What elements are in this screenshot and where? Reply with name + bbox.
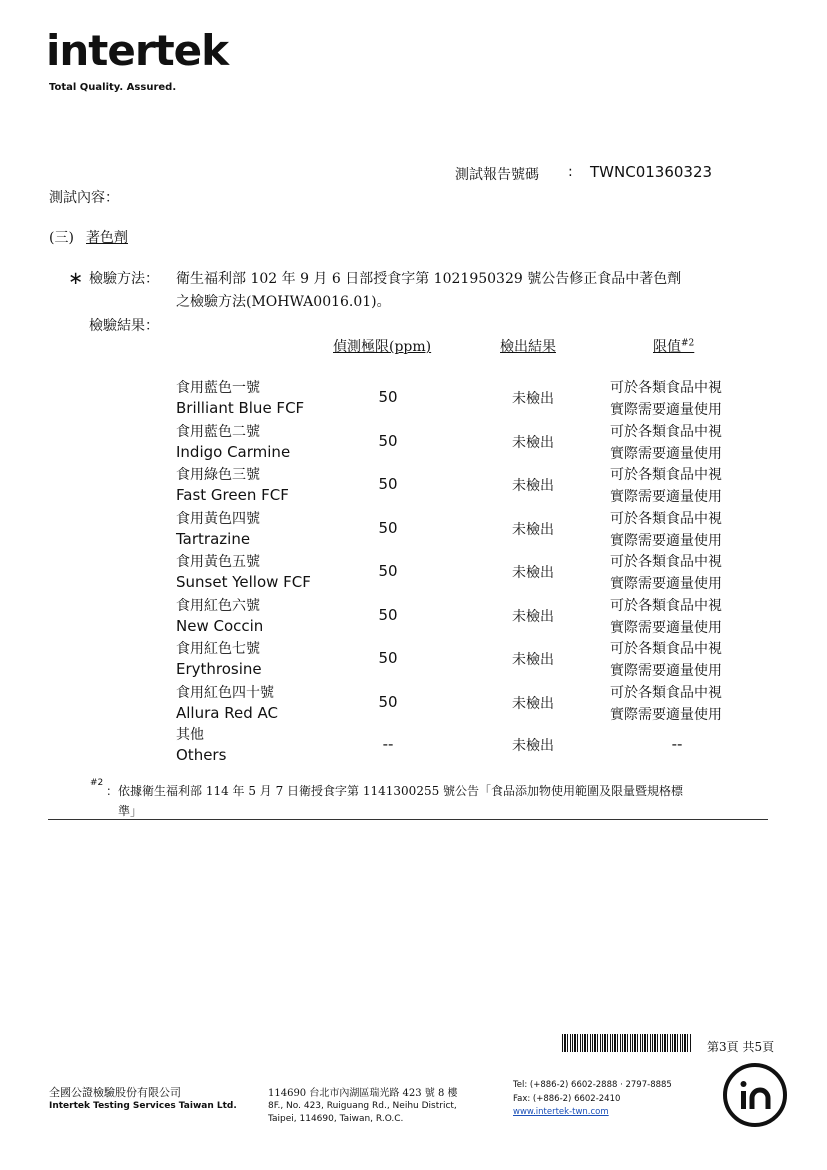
limit-value-line2: 實際需要適量使用 bbox=[610, 532, 722, 549]
method-bullet: ∗ bbox=[68, 268, 84, 289]
colorant-name-en: Fast Green FCF bbox=[176, 486, 289, 504]
footer-address-zh: 114690 台北市內湖區瑞光路 423 號 8 樓 bbox=[268, 1088, 458, 1099]
method-text-line2: 之檢驗方法(MOHWA0016.01)。 bbox=[176, 294, 391, 310]
header-result: 檢出結果 bbox=[500, 339, 556, 355]
limit-value: -- bbox=[671, 735, 683, 753]
colorant-name-en: Erythrosine bbox=[176, 660, 262, 678]
intertek-logo: intertek bbox=[46, 26, 229, 75]
table-row bbox=[0, 464, 827, 508]
colorant-name-zh: 食用紅色四十號 bbox=[176, 684, 274, 701]
table-row bbox=[0, 682, 827, 726]
table-row-others bbox=[0, 724, 827, 768]
limit-value-line1: 可於各類食品中視 bbox=[610, 641, 722, 657]
detection-limit: 50 bbox=[378, 649, 398, 667]
limit-value-line1: 可於各類食品中視 bbox=[610, 467, 722, 483]
detection-limit: 50 bbox=[378, 562, 398, 580]
limit-value-line1: 可於各類食品中視 bbox=[610, 684, 722, 701]
table-row bbox=[0, 595, 827, 639]
colorant-name-en: Tartrazine bbox=[176, 529, 251, 548]
barcode bbox=[562, 1034, 692, 1052]
colorant-name-zh: 食用藍色一號 bbox=[176, 380, 260, 396]
result-label: 檢驗結果： bbox=[89, 318, 159, 334]
test-result: 未檢出 bbox=[512, 608, 554, 625]
table-row bbox=[0, 377, 827, 421]
header-limit-value-text: 限值 bbox=[653, 339, 681, 355]
limit-value-line1: 可於各類食品中視 bbox=[610, 554, 722, 570]
method-label: 檢驗方法： bbox=[89, 271, 159, 287]
colorant-name-en: Indigo Carmine bbox=[176, 442, 291, 461]
section-prefix: (三) bbox=[49, 230, 74, 246]
test-result: 未檢出 bbox=[512, 565, 554, 581]
limit-value-line1: 可於各類食品中視 bbox=[610, 510, 722, 527]
section-divider bbox=[48, 819, 768, 820]
test-result: 未檢出 bbox=[512, 434, 554, 451]
header-limit-value bbox=[653, 336, 694, 356]
test-content-label: 測試內容： bbox=[49, 190, 119, 206]
header-limit-value-sup: #2 bbox=[681, 338, 695, 349]
test-result: 未檢出 bbox=[512, 391, 554, 407]
footer-company-zh: 全國公證檢驗股份有限公司 bbox=[49, 1086, 181, 1099]
report-number-label: 測試報告號碼 bbox=[455, 167, 539, 183]
intertek-in-icon bbox=[720, 1060, 790, 1130]
footer-fax: Fax: (+886-2) 6602-2410 bbox=[513, 1094, 621, 1104]
limit-value-line2: 實際需要適量使用 bbox=[610, 489, 722, 505]
detection-limit: 50 bbox=[378, 431, 398, 450]
limit-value-line2: 實際需要適量使用 bbox=[610, 402, 722, 418]
limit-value-line1: 可於各類食品中視 bbox=[610, 380, 722, 396]
limit-value-line2: 實際需要適量使用 bbox=[610, 663, 722, 679]
colorant-name-zh: 其他 bbox=[176, 727, 204, 743]
colorant-name-en: Sunset Yellow FCF bbox=[176, 573, 311, 591]
colorant-name-zh: 食用紅色六號 bbox=[176, 597, 260, 614]
header-detection-limit: 偵測極限(ppm) bbox=[333, 339, 432, 355]
footnote-mark: #2 bbox=[90, 778, 104, 788]
colorant-name-en: Brilliant Blue FCF bbox=[176, 399, 305, 417]
test-result: 未檢出 bbox=[512, 695, 554, 712]
footer-address-en-line1: 8F., No. 423, Ruiguang Rd., Neihu District, bbox=[268, 1101, 457, 1111]
colorant-name-en: Allura Red AC bbox=[176, 703, 278, 722]
table-row bbox=[0, 551, 827, 595]
table-row bbox=[0, 638, 827, 682]
limit-value-line2: 實際需要適量使用 bbox=[610, 445, 722, 462]
colorant-name-zh: 食用藍色二號 bbox=[176, 423, 260, 440]
detection-limit: -- bbox=[382, 735, 394, 753]
footer-address-en-line2: Taipei, 114690, Taiwan, R.O.C. bbox=[268, 1114, 404, 1124]
colorant-name-zh: 食用黃色四號 bbox=[176, 510, 260, 527]
footer-website-link[interactable]: www.intertek-twn.com bbox=[513, 1107, 609, 1117]
test-result: 未檢出 bbox=[512, 521, 554, 538]
footer-company-en: Intertek Testing Services Taiwan Ltd. bbox=[49, 1101, 237, 1111]
table-row bbox=[0, 421, 827, 465]
detection-limit: 50 bbox=[378, 605, 398, 624]
detection-limit: 50 bbox=[378, 388, 398, 406]
report-number: TWNC01360323 bbox=[590, 163, 713, 181]
footnote-text-line2: 準」 bbox=[118, 804, 143, 818]
method-text-line1: 衛生福利部 102 年 9 月 6 日部授食字第 1021950329 號公告修正食品中著色劑 bbox=[176, 271, 682, 287]
test-result: 未檢出 bbox=[512, 478, 554, 494]
table-row bbox=[0, 508, 827, 552]
report-number-colon: : bbox=[568, 164, 573, 180]
test-result: 未檢出 bbox=[512, 738, 554, 754]
section-title: 著色劑 bbox=[86, 230, 128, 246]
limit-value-line2: 實際需要適量使用 bbox=[610, 619, 722, 636]
footnote-text-line1: ：依據衛生福利部 114 年 5 月 7 日衛授食字第 1141300255 號公告「食品添加物使用範圍及限量暨規格標 bbox=[106, 784, 684, 798]
limit-value-line2: 實際需要適量使用 bbox=[610, 576, 722, 592]
colorant-name-zh: 食用綠色三號 bbox=[176, 467, 260, 483]
footer-tel: Tel: (+886-2) 6602-2888 · 2797-8885 bbox=[513, 1080, 672, 1090]
colorant-name-en: New Coccin bbox=[176, 616, 264, 635]
colorant-name-zh: 食用黃色五號 bbox=[176, 554, 260, 570]
colorant-name-en: Others bbox=[176, 746, 227, 764]
detection-limit: 50 bbox=[378, 475, 398, 493]
detection-limit: 50 bbox=[378, 518, 398, 537]
limit-value-line1: 可於各類食品中視 bbox=[610, 597, 722, 614]
colorant-name-zh: 食用紅色七號 bbox=[176, 641, 260, 657]
limit-value-line1: 可於各類食品中視 bbox=[610, 423, 722, 440]
page-indicator: 第3頁 共5頁 bbox=[707, 1040, 775, 1054]
detection-limit: 50 bbox=[378, 692, 398, 711]
limit-value-line2: 實際需要適量使用 bbox=[610, 706, 722, 723]
test-result: 未檢出 bbox=[512, 652, 554, 668]
logo-tagline: Total Quality. Assured. bbox=[49, 82, 177, 93]
